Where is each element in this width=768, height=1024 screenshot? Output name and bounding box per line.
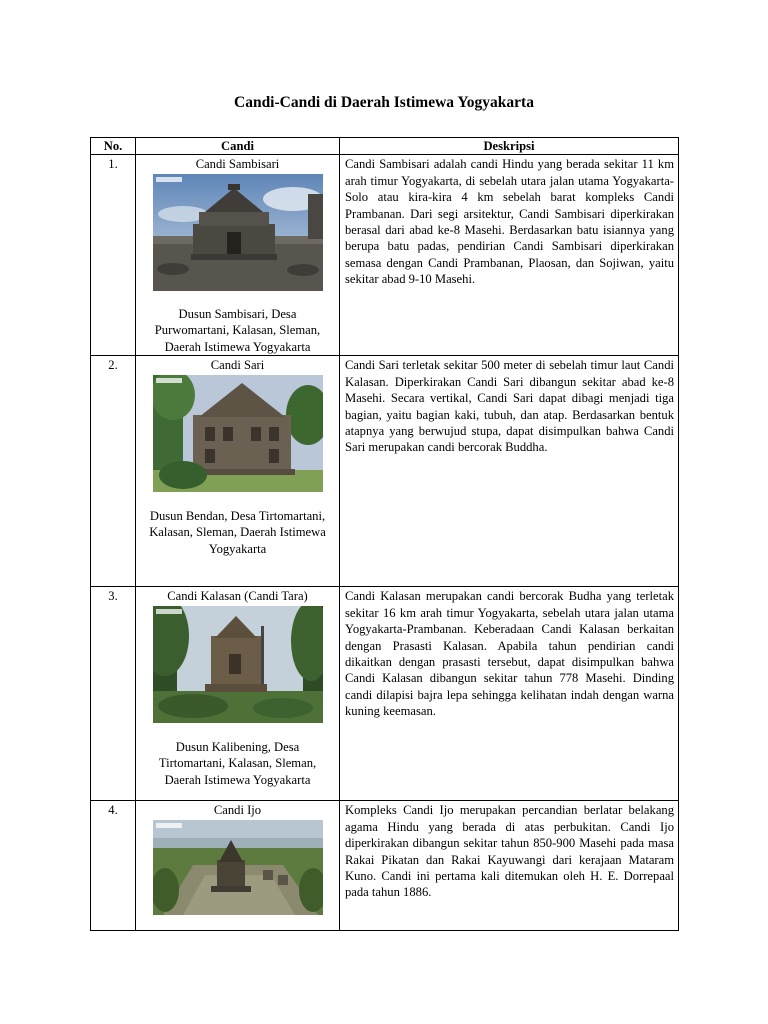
header-deskripsi: Deskripsi <box>340 138 679 155</box>
candi-location: Dusun Sambisari, Desa Purwomartani, Kalasan, Sleman, Daerah Istimewa Yogyakarta <box>154 306 321 354</box>
candi-location: Dusun Bendan, Desa Tirtomartani, Kalasan, Sleman, Daerah Istimewa Yogyakarta <box>149 508 326 556</box>
header-candi: Candi <box>136 138 340 155</box>
candi-description: Kompleks Candi Ijo merupakan percandian berlatar belakang agama Hindu yang berada di atas perbukitan. Candi Ijo diperkirakan dibangun sekitar tahun 850-900 Masehi pada masa Rakai Pikatan dan Rakai Kayuwangi dari kerajaan Mataram Kuno. Candi ini pertama kali ditemukan oleh H. E. Dorrepaal pada tahun 1886. <box>340 801 679 931</box>
candi-kalasan-photo <box>153 606 323 723</box>
candi-cell <box>136 356 340 587</box>
temple-table <box>90 137 679 931</box>
header-no: No. <box>91 138 136 155</box>
candi-description: Candi Sambisari adalah candi Hindu yang berada sekitar 11 km arah timur Yogyakarta, di sebelah utara jalan utama Yogyakarta-Solo atau kira-kira 4 km sebelah barat kompleks Candi Prambanan. Dari segi arsitektur, Candi Sambisari diperkirakan berasal dari abad ke-8 Masehi. Berdasarkan batu isiannya yang berupa batu padas, pendirian Candi Sambisari diperkirakan semasa dengan Candi Prambanan, Plaosan, dan Sojiwan, yaitu sekitar abad 9-10 Masehi. <box>340 155 679 356</box>
candi-description: Candi Sari terletak sekitar 500 meter di sebelah timur laut Candi Kalasan. Diperkirakan Candi Sari dibangun sekitar abad ke-8 Masehi. Secara vertikal, Candi Sari dapat dibagi menjadi tiga bagian, yaitu bagian kaki, tubuh, dan atap. Berdasarkan bentuk atapnya yang berwujud stupa, dapat disimpulkan bahwa Candi Sari merupakan candi bercorak Buddha. <box>340 356 679 587</box>
candi-cell <box>136 801 340 931</box>
table-header-row <box>91 138 679 155</box>
candi-name: Candi Sari <box>210 358 265 373</box>
row-number: 1. <box>91 155 136 356</box>
candi-sari-photo <box>153 375 323 492</box>
page-title: Candi-Candi di Daerah Istimewa Yogyakarta <box>234 94 534 111</box>
candi-name: Candi Sambisari <box>195 157 280 172</box>
candi-name: Candi Ijo <box>213 803 262 818</box>
table-row <box>91 801 679 931</box>
table-row <box>91 356 679 587</box>
table-row <box>91 587 679 801</box>
candi-location: Dusun Kalibening, Desa Tirtomartani, Kalasan, Sleman, Daerah Istimewa Yogyakarta <box>158 739 317 787</box>
row-number: 3. <box>91 587 136 801</box>
candi-cell <box>136 155 340 356</box>
row-number: 4. <box>91 801 136 931</box>
candi-sambisari-photo <box>153 174 323 291</box>
candi-name: Candi Kalasan (Candi Tara) <box>167 589 308 604</box>
table-row <box>91 155 679 356</box>
row-number: 2. <box>91 356 136 587</box>
candi-description: Candi Kalasan merupakan candi bercorak Budha yang terletak sekitar 16 km arah timur Yogyakarta, sebelah utara jalan utama Yogyakarta-Prambanan. Keberadaan Candi Kalasan berkaitan dengan Prasasti Kalasan. Apabila tahun pendirian candi dikaitkan dengan prasasti tersebut, dapat disimpulkan bahwa Candi Kalasan dibangun sekitar tahun 778 Masehi. Dinding candi dilapisi bajra lepa sehingga kelihatan indah dengan warna kuning keemasan. <box>340 587 679 801</box>
candi-ijo-photo <box>153 820 323 915</box>
candi-cell <box>136 587 340 801</box>
